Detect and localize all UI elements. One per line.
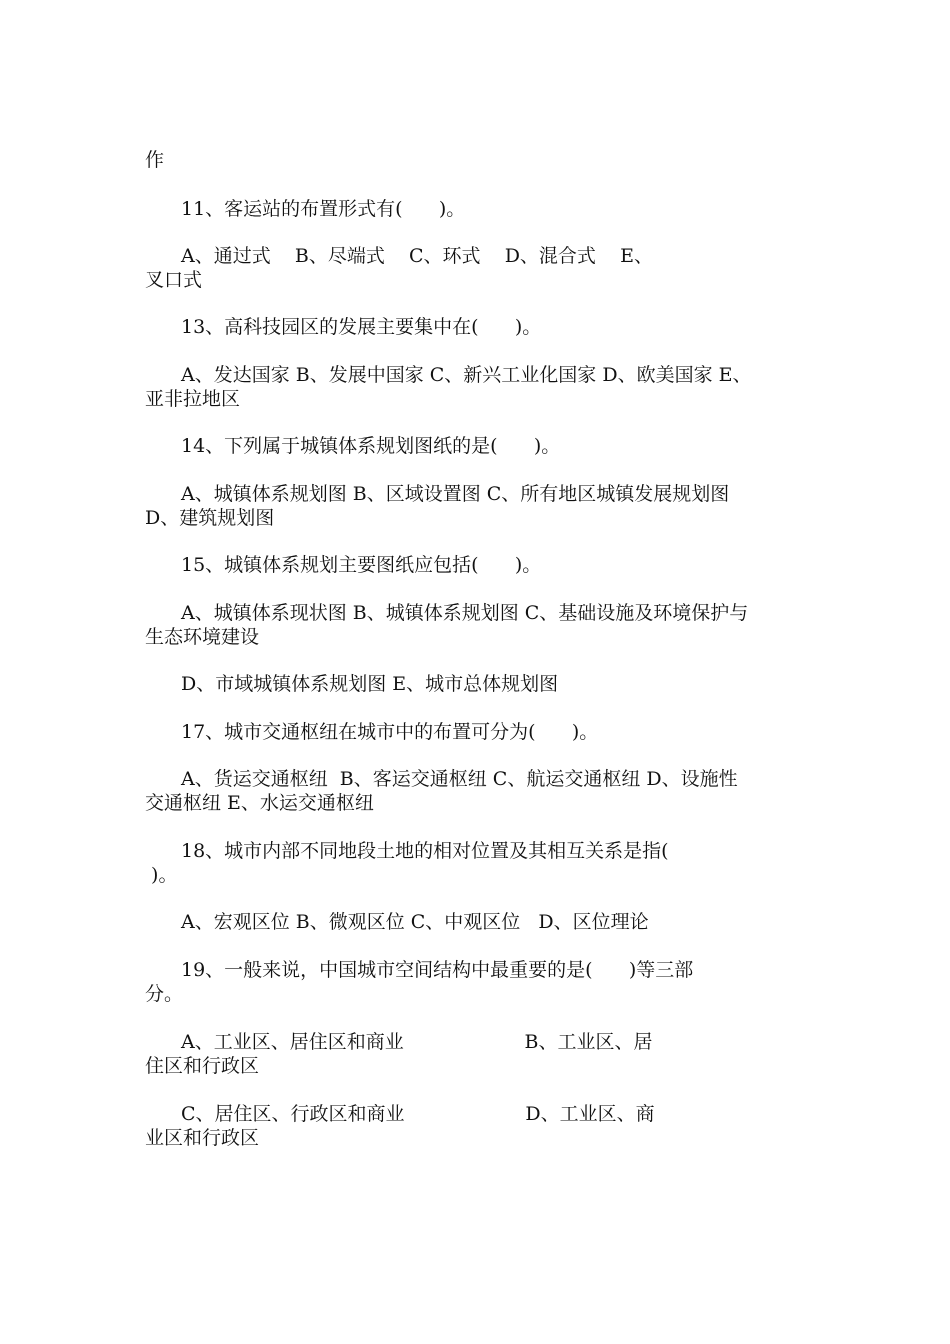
question-15-options: A、城镇体系现状图 B、城镇体系规划图 C、基础设施及环境保护与 [181,602,749,624]
question-19-options-ab: A、工业区、居住区和商业 B、工业区、居 [181,1031,653,1053]
question-19: 19、一般来说，中国城市空间结构中最重要的是( )等三部 [181,959,694,981]
question-13: 13、高科技园区的发展主要集中在( )。 [181,316,542,338]
question-14-options: A、城镇体系规划图 B、区域设置图 C、所有地区城镇发展规划图 [181,483,730,505]
question-18-cont: )。 [145,864,178,886]
question-17-options-cont: 交通枢纽 E、水运交通枢纽 [145,792,374,814]
question-11-options: A、通过式 B、尽端式 C、环式 D、混合式 E、 [181,245,653,267]
question-19-options-ab-cont: 住区和行政区 [145,1055,260,1077]
question-13-options-cont: 亚非拉地区 [145,388,241,410]
question-11-options-cont: 叉口式 [145,269,203,291]
question-15-options-cont: 生态环境建设 [145,626,260,648]
question-18: 18、城市内部不同地段土地的相对位置及其相互关系是指( [181,840,669,862]
question-19-cont: 分。 [145,983,184,1005]
question-17-options: A、货运交通枢纽 B、客运交通枢纽 C、航运交通枢纽 D、设施性 [181,768,738,790]
question-15-options-2: D、市域城镇体系规划图 E、城市总体规划图 [181,673,559,695]
question-18-options: A、宏观区位 B、微观区位 C、中观区位 D、区位理论 [181,911,649,933]
question-19-options-cd: C、居住区、行政区和商业 D、工业区、商 [181,1103,655,1125]
question-13-options: A、发达国家 B、发展中国家 C、新兴工业化国家 D、欧美国家 E、 [181,364,752,386]
question-19-options-cd-cont: 业区和行政区 [145,1127,260,1149]
question-14-options-cont: D、建筑规划图 [145,507,275,529]
question-14: 14、下列属于城镇体系规划图纸的是( )。 [181,435,561,457]
text-line: 作 [145,149,165,171]
question-11: 11、客运站的布置形式有( )。 [181,198,466,220]
question-15: 15、城镇体系规划主要图纸应包括( )。 [181,554,542,576]
question-17: 17、城市交通枢纽在城市中的布置可分为( )。 [181,721,599,743]
